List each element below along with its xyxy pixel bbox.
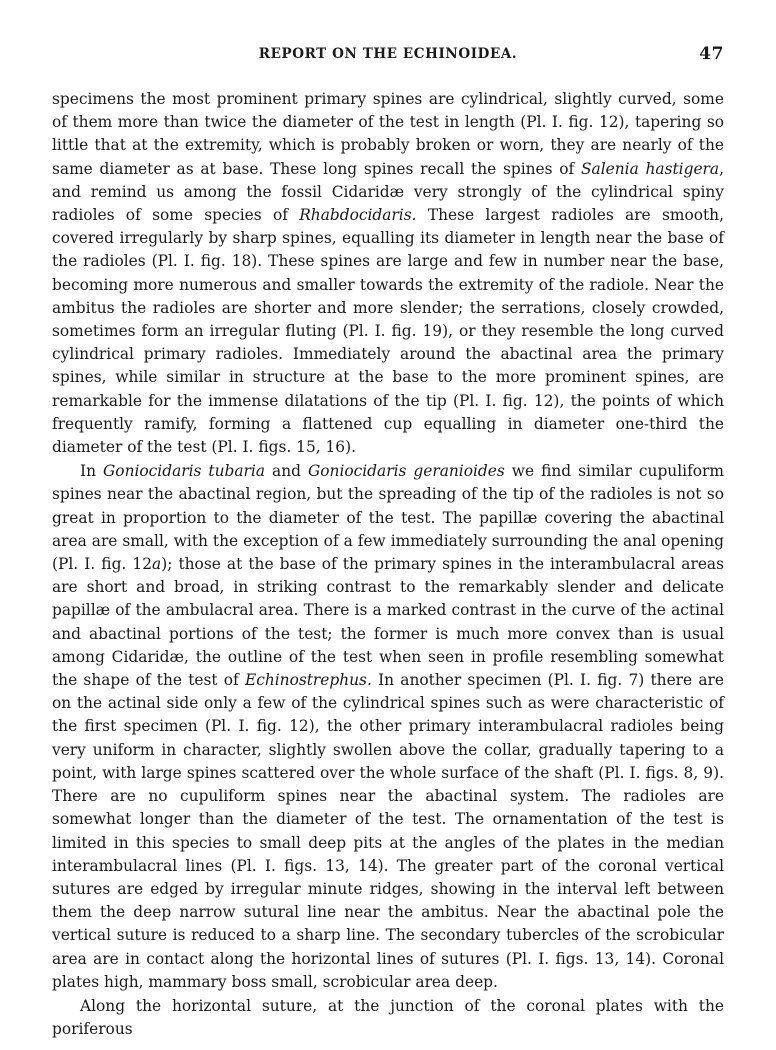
text-run: and [265,462,308,481]
text-run: In another specimen (Pl. I. fig. 7) there are on the actinal side only a few of the cylindrical spines such as were characteristic of the first specimen (Pl. I. fig. 12), the other primary interambulacral radioles being very uniform in character, slightly swollen above the collar, gradually tapering to a point, with large spines scattered over the whole surface of the shaft (Pl. I. figs. 8, 9). There are no cupuliform spines near the abactinal system. The radioles are somewhat longer than the diameter of the test. The ornamentation of the test is limited in this species to small deep pits at the angles of the plates in the median interambulacral lines (Pl. I. figs. 13, 14). The greater part of the coronal vertical sutures are edged by irregular minute ridges, showing in the interval left between them the deep narrow sutural line near the ambitus. Near the abactinal pole the vertical suture is reduced to a sharp line. The secondary tubercles of the scrobicular area are in contact along the horizontal lines of sutures (Pl. I. figs. 13, 14). Coronal plates high, mammary boss small, scrobicular area deep. [52,671,725,991]
running-title: REPORT ON THE ECHINOIDEA. [258,46,518,62]
italic-run: Goniocidaris tubaria [103,462,266,481]
body-text [52,88,724,1041]
text-run: we find similar cupuliform spines near the abactinal region, but the spreading of the tip of the radioles is not so great in proportion to the diameter of the test. The papillæ covering the abactinal area are small, with the exception of a few immediately surrounding the anal opening (Pl. I. fig. 12 [52,462,724,574]
paragraph [52,460,724,994]
text-run: Along the horizontal suture, at the junction of the coronal plates with the poriferous [52,996,724,1039]
running-header [52,46,724,70]
italic-run: a [152,555,162,574]
text-run: These largest radioles are smooth, covered irregularly by sharp spines, equalling its diameter in length near the base of the radioles (Pl. I. fig. 18). These spines are large and few in number near the base, becoming more numerous and smaller towards the extremity of the radiole. Near the ambitus the radioles are shorter and more slender; the serrations, closely crowded, sometimes form an irregular fluting (Pl. I. fig. 19), or they resemble the long curved cylindrical primary radioles. Immediately around the abactinal area the primary spines, while similar in structure at the base to the more prominent spines, are remarkable for the immense dilatations of the tip (Pl. I. fig. 12), the points of which frequently ramify, forming a flattened cup equalling in diameter one-third the diameter of the test (Pl. I. figs. 15, 16). [52,206,724,457]
paragraph [52,995,724,1041]
italic-run: Goniocidaris geranioides [307,462,505,481]
paragraph [52,88,724,459]
italic-run: Rhabdocidaris. [299,206,417,225]
text-run: In [80,462,104,481]
page-number: 47 [699,44,724,64]
italic-run: Salenia hastigera [581,159,720,178]
text-run: , and remind us among the fossil Cidaridæ very strongly of the cylindrical spiny radioles of some species of [52,159,724,225]
text-run: ); those at the base of the primary spines in the interambulacral areas are short and broad, in striking contrast to the remarkably slender and delicate papillæ of the ambulacral area. There is a marked contrast in the curve of the actinal and abactinal portions of the test; the former is much more convex than is usual among Cidaridæ, the outline of the test when seen in profile resembling somewhat the shape of the test of [52,555,724,690]
italic-run: Echinostrephus. [244,671,372,690]
text-run: specimens the most prominent primary spines are cylindrical, slightly curved, some of them more than twice the diameter of the test in length (Pl. I. fig. 12), tapering so little that at the extremity, which is probably broken or worn, they are nearly of the same diameter as at base. These long spines recall the spines of [52,90,724,178]
